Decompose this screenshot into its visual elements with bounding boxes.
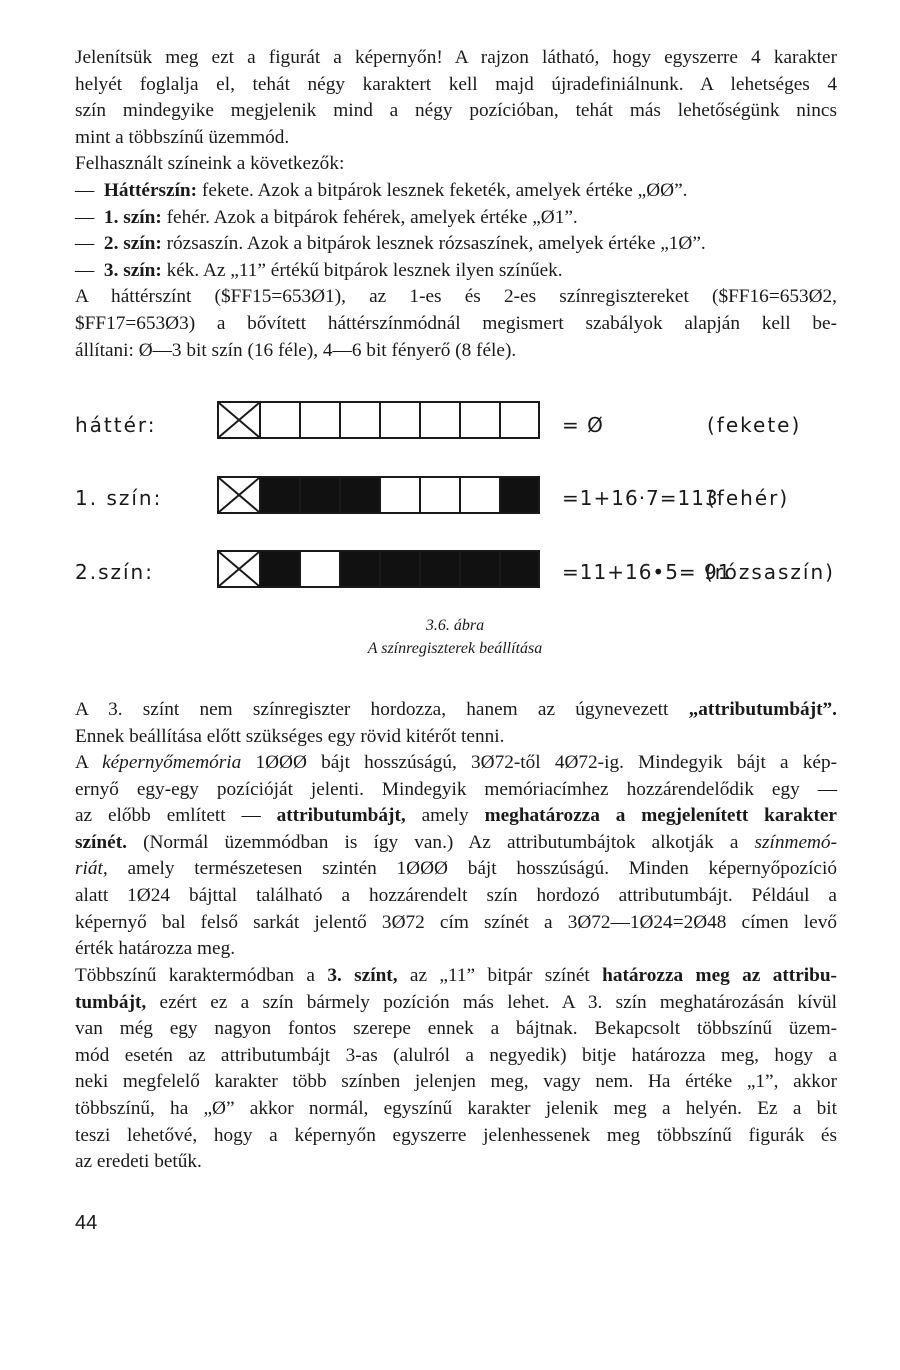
text-line xyxy=(75,963,837,990)
text-line: A háttérszínt ($FF15=653Ø1), az 1-es és 2-es színregisztereket ($FF16=653Ø2, xyxy=(75,286,837,308)
figure-caption xyxy=(300,614,610,660)
dash: — xyxy=(75,179,95,201)
text-line xyxy=(75,697,837,724)
bit-row-color1 xyxy=(217,476,554,514)
row-equation-background: = Ø xyxy=(562,413,604,437)
set-bit-cell xyxy=(339,476,381,514)
text-line xyxy=(75,936,837,963)
clear-bit-cell xyxy=(499,401,540,439)
text-run: ezért ez a szín bármely pozíción más lehet. A 3. szín meghatározásán kívül xyxy=(146,991,837,1013)
text-line xyxy=(75,777,837,804)
text-line xyxy=(75,883,837,910)
text-line xyxy=(75,1069,837,1096)
row-color-background: (fekete) xyxy=(707,413,802,437)
clear-bit-cell xyxy=(459,476,501,514)
crossed-bit-cell xyxy=(217,401,261,439)
text-line: $FF17=653Ø3) a bővített háttérszínmódnál megismert szabályok alapján kell be- xyxy=(75,312,837,334)
color-item xyxy=(75,231,837,258)
set-bit-cell xyxy=(499,476,540,514)
text-run: 1ØØØ bájt hosszúságú, 3Ø72-től 4Ø72-ig. Mindegyik bájt a kép- xyxy=(241,752,838,773)
color-item xyxy=(75,205,837,232)
text-line: mint a többszínű üzemmód. xyxy=(75,126,290,148)
text-run: Többszínű karaktermódban a xyxy=(75,965,328,986)
text-line xyxy=(75,856,837,883)
color-item-text: fekete. Azok a bitpárok lesznek feketék, amelyek értéke „ØØ”. xyxy=(197,179,688,201)
text-run: van még egy nagyon fontos szerepe ennek a bájtnak. Bekapcsolt többszínű üzem- xyxy=(75,1018,837,1040)
text-run: A 3. színt nem színregiszter hordozza, hanem az úgynevezett xyxy=(75,699,689,720)
italic-text: riát, xyxy=(75,858,108,880)
italic-text: képernyőmemória xyxy=(102,752,242,773)
text-run: az „11” bitpár színét xyxy=(397,965,603,986)
cross-icon xyxy=(219,403,259,437)
text-line xyxy=(75,910,837,937)
colors-heading: Felhasznált színeink a következők: xyxy=(75,153,345,175)
paragraph-multicolor-mode xyxy=(75,963,837,1176)
bold-text: tumbájt, xyxy=(75,991,147,1013)
paragraph-screen-memory xyxy=(75,750,837,963)
figure-title: A színregiszterek beállítása xyxy=(367,640,543,657)
dash: — xyxy=(75,259,95,281)
text-run: (Normál üzemmódban is így van.) Az attributumbájtok alkotják a xyxy=(126,831,755,853)
text-line xyxy=(75,750,837,777)
set-bit-cell xyxy=(259,476,301,514)
bold-text: „attributumbájt”. xyxy=(688,699,837,720)
row-equation-color1: =1+16·7=113 xyxy=(562,486,719,510)
bold-text: 3. színt, xyxy=(327,965,398,986)
text-run: többszínű, ha „Ø” akkor normál, egyszínű karakter jelenik meg a helyén. Ez a bit xyxy=(75,1097,837,1119)
text-line xyxy=(75,830,837,857)
color-item-text: fehér. Azok a bitpárok fehérek, amelyek értéke „Ø1”. xyxy=(161,206,578,228)
text-run: alatt 1Ø24 bájttal található a hozzárendelt szín hordozó attributumbájt. Például a xyxy=(75,884,837,906)
set-bit-cell xyxy=(419,550,461,588)
dash: — xyxy=(75,206,95,228)
row-label-background: háttér: xyxy=(75,413,157,437)
bit-row-color2 xyxy=(217,550,554,588)
row-equation-color2: =11+16•5= 91 xyxy=(562,560,732,584)
intro-paragraph xyxy=(75,45,837,364)
text-line xyxy=(75,1096,837,1123)
cross-icon xyxy=(219,552,259,586)
figure-number: 3.6. ábra xyxy=(425,617,485,634)
text-line: szín mindegyike megjelenik mind a négy pozícióban, tehát más lehetőségünk nincs xyxy=(75,100,837,122)
row-label-color2: 2.szín: xyxy=(75,560,154,584)
bold-text: attributumbájt, xyxy=(276,805,406,827)
text-run: amely természetesen szintén 1ØØØ bájt hosszúságú. Minden képernyőpozíció xyxy=(107,858,837,880)
text-line xyxy=(75,803,837,830)
clear-bit-cell xyxy=(339,401,381,439)
text-line xyxy=(75,1123,837,1150)
bold-text: határozza meg az attribu- xyxy=(602,965,837,986)
clear-bit-cell xyxy=(419,401,461,439)
text-run: képernyő bal felső sarkát jelentő 3Ø72 cím színét a 3Ø72—1Ø24=2Ø48 címen levő xyxy=(75,911,837,933)
text-run: az előbb említett — xyxy=(75,805,277,827)
text-run: teszi lehetővé, hogy a képernyőn egyszerre jelenhessenek meg többszínű figurák és xyxy=(75,1124,837,1146)
row-label-color1: 1. szín: xyxy=(75,486,163,510)
text-run: az eredeti betűk. xyxy=(75,1151,202,1173)
text-run: Ennek beállítása előtt szükséges egy rövid kitérőt tenni. xyxy=(75,725,505,747)
bold-text: színét. xyxy=(75,831,127,853)
text-line xyxy=(75,1043,837,1070)
italic-text: színmemó- xyxy=(754,831,837,853)
text-line xyxy=(75,1149,837,1176)
paragraph-attribute-byte xyxy=(75,697,837,750)
crossed-bit-cell xyxy=(217,550,261,588)
clear-bit-cell xyxy=(379,476,421,514)
text-run: amely xyxy=(405,805,485,827)
set-bit-cell xyxy=(339,550,381,588)
bold-text: meghatározza a megjelenített karakter xyxy=(484,805,837,827)
text-line xyxy=(75,724,837,751)
clear-bit-cell xyxy=(459,401,501,439)
set-bit-cell xyxy=(299,476,341,514)
text-line xyxy=(75,990,837,1017)
row-color-color2: (rózsaszín) xyxy=(705,560,835,584)
text-line: állítani: Ø—3 bit szín (16 féle), 4—6 bit fényerő (8 féle). xyxy=(75,339,517,361)
text-run: A xyxy=(75,752,103,773)
color-item-label: 2. szín: xyxy=(103,233,162,255)
color-item-text: kék. Az „11” értékű bitpárok lesznek ilyen színűek. xyxy=(161,259,563,281)
text-run: érték határozza meg. xyxy=(75,938,236,960)
set-bit-cell xyxy=(459,550,501,588)
text-line: helyét foglalja el, tehát négy karaktert kell majd újradefiniálnunk. A lehetséges 4 xyxy=(75,73,837,95)
clear-bit-cell xyxy=(379,401,421,439)
set-bit-cell xyxy=(499,550,540,588)
color-item-label: 1. szín: xyxy=(103,206,162,228)
color-item-text: rózsaszín. Azok a bitpárok lesznek rózsaszínek, amelyek értéke „1Ø”. xyxy=(161,233,706,255)
color-item-label: 3. szín: xyxy=(103,259,162,281)
set-bit-cell xyxy=(379,550,421,588)
crossed-bit-cell xyxy=(217,476,261,514)
set-bit-cell xyxy=(259,550,301,588)
text-run: ernyő egy-egy pozícióját jelenti. Mindegyik memóriacímhez hozzárendelődik egy — xyxy=(75,778,837,800)
page-number: 44 xyxy=(75,1212,98,1234)
text-run: neki megfelelő karakter több színben jelenjen meg, vagy nem. Ha értéke „1”, akkor xyxy=(75,1071,837,1093)
color-item xyxy=(75,258,837,285)
text-line: Jelenítsük meg ezt a figurát a képernyőn! A rajzon látható, hogy egyszerre 4 karakter xyxy=(75,47,837,68)
row-color-color1: (fehér) xyxy=(707,486,790,510)
clear-bit-cell xyxy=(419,476,461,514)
text-line xyxy=(75,1016,837,1043)
dash: — xyxy=(75,233,95,255)
clear-bit-cell xyxy=(259,401,301,439)
clear-bit-cell xyxy=(299,550,341,588)
text-run: mód esetén az attributumbájt 3-as (alulról a negyedik) bitje határozza meg, hogy a xyxy=(75,1044,837,1066)
cross-icon xyxy=(219,478,259,512)
clear-bit-cell xyxy=(299,401,341,439)
bit-row-background xyxy=(217,401,554,439)
color-item-label: Háttérszín: xyxy=(103,179,198,201)
color-item xyxy=(75,178,837,205)
